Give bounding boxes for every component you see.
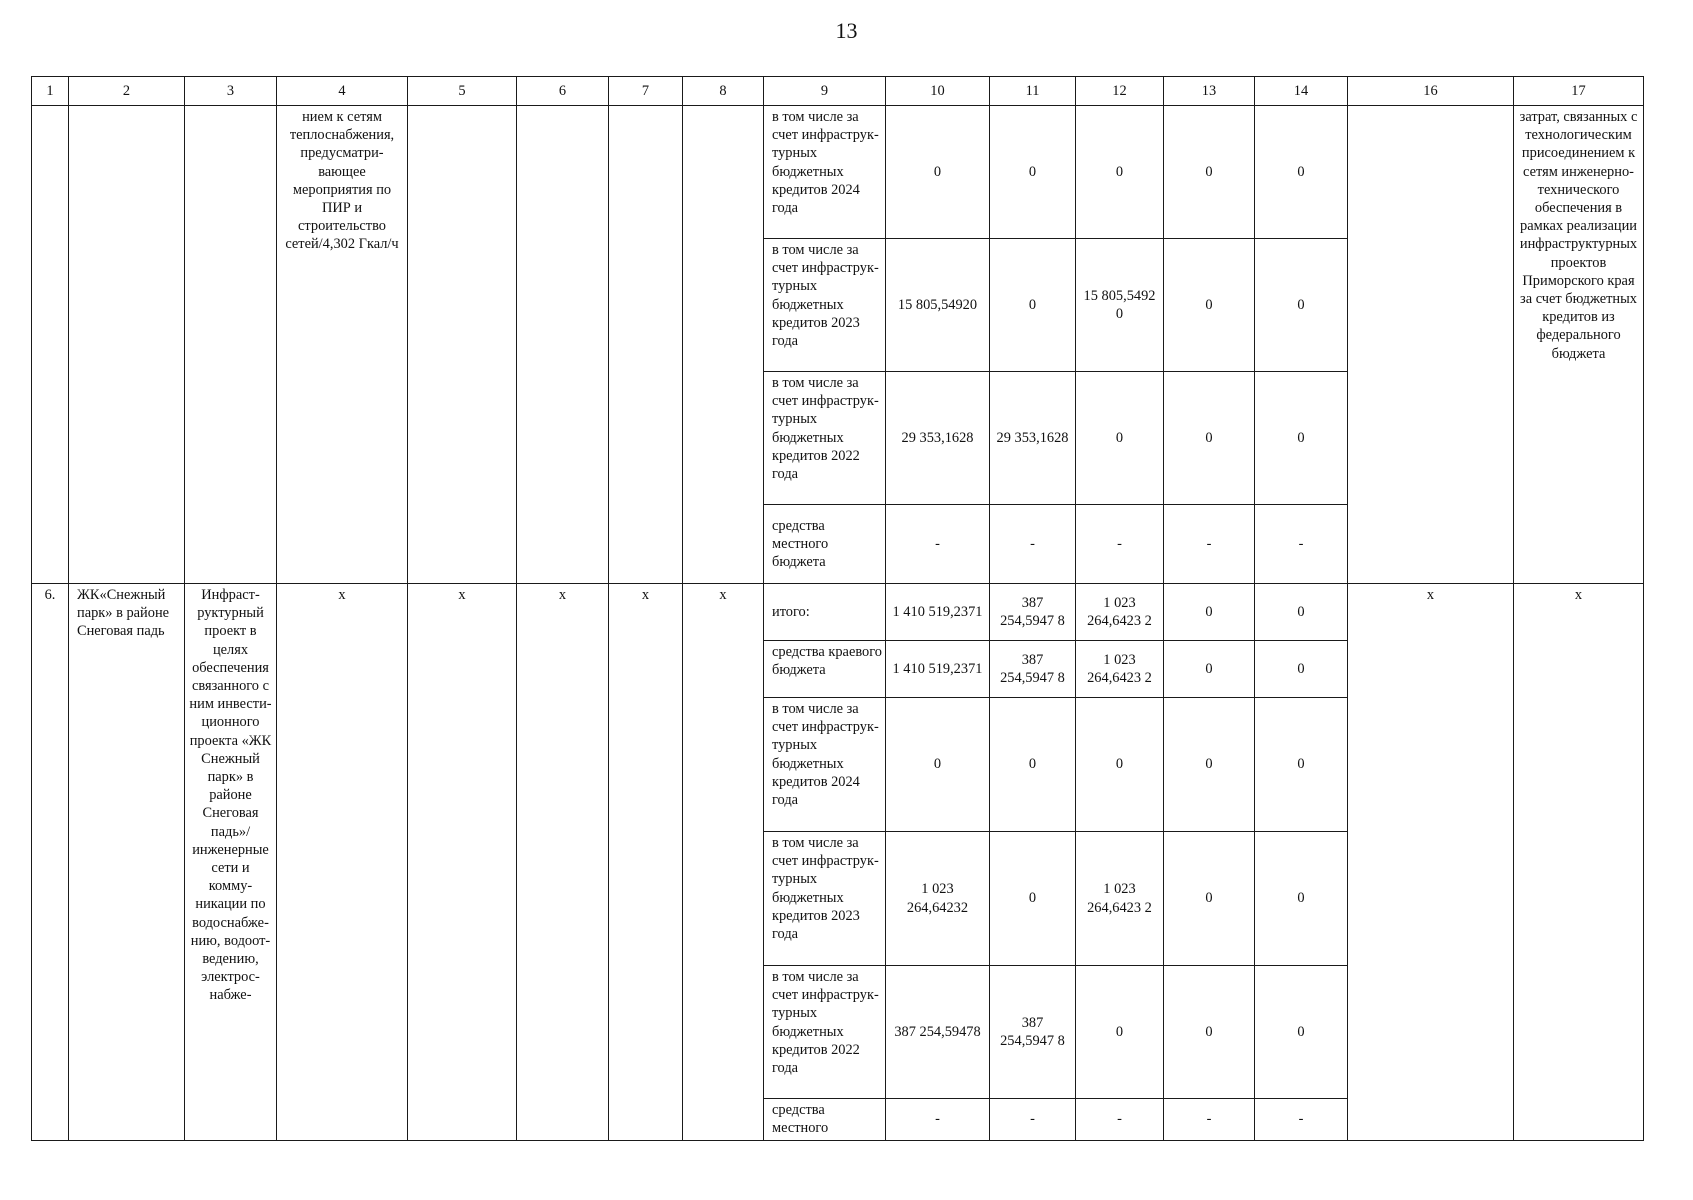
x-mark: x [1348, 584, 1514, 1141]
x-mark: x [683, 584, 764, 1141]
amount-cell: 29 353,1628 [990, 372, 1076, 505]
amount-cell: 15 805,54920 [886, 239, 990, 372]
amount-cell: 0 [990, 832, 1076, 966]
empty-cell [609, 106, 683, 584]
amount-cell: 0 [1164, 698, 1255, 832]
amount-cell: 0 [1164, 584, 1255, 641]
column-number: 3 [185, 77, 277, 106]
object-description-continued: нием к сетям теплоснабжения, предусматривающее мероприятия по ПИР и строительство сетей/4,302 Гкал/ч [277, 106, 408, 584]
column-number: 12 [1076, 77, 1164, 106]
funding-source-label: в том числе за счет инфраструктурных бюджетных кредитов 2023 года [764, 832, 886, 966]
amount-cell: - [1255, 1099, 1348, 1141]
amount-cell: - [1076, 505, 1164, 584]
column-number: 8 [683, 77, 764, 106]
budget-table [31, 76, 1644, 1141]
column-number: 14 [1255, 77, 1348, 106]
amount-cell: 0 [1255, 584, 1348, 641]
funding-source-label: итого: [764, 584, 886, 641]
empty-cell [517, 106, 609, 584]
amount-cell: 1 023 264,6423 2 [1076, 641, 1164, 698]
page-number: 13 [835, 18, 858, 43]
funding-source-label: в том числе за счет инфраструктурных бюджетных кредитов 2022 года [764, 372, 886, 505]
column-number: 11 [990, 77, 1076, 106]
amount-cell: 0 [1076, 698, 1164, 832]
amount-cell: 1 023 264,64232 [886, 832, 990, 966]
amount-cell: 0 [886, 106, 990, 239]
funding-source-label: в том числе за счет инфраструктурных бюджетных кредитов 2023 года [764, 239, 886, 372]
table-row [32, 106, 1644, 239]
empty-cell [185, 106, 277, 584]
amount-cell: 0 [990, 106, 1076, 239]
amount-cell: 387 254,5947 8 [990, 584, 1076, 641]
column-number: 6 [517, 77, 609, 106]
object-name: ЖК«Снежный парк» в районе Снеговая падь [69, 584, 185, 1141]
item-number: 6. [32, 584, 69, 1141]
amount-cell: 0 [1255, 641, 1348, 698]
funding-source-label: средства местного бюджета [764, 505, 886, 584]
amount-cell: 0 [1164, 239, 1255, 372]
amount-cell: 0 [1164, 832, 1255, 966]
x-mark: x [1514, 584, 1644, 1141]
column-number: 2 [69, 77, 185, 106]
column-number: 17 [1514, 77, 1644, 106]
amount-cell: 0 [1076, 372, 1164, 505]
column-number: 16 [1348, 77, 1514, 106]
funding-source-label: средства краевого бюджета [764, 641, 886, 698]
amount-cell: 0 [1164, 106, 1255, 239]
empty-cell [69, 106, 185, 584]
funding-source-label: в том числе за счет инфраструктурных бюджетных кредитов 2022 года [764, 966, 886, 1099]
column-number-row [32, 77, 1644, 106]
column-number: 10 [886, 77, 990, 106]
amount-cell: 0 [1255, 698, 1348, 832]
table-row [32, 584, 1644, 641]
empty-cell [1348, 106, 1514, 584]
amount-cell: 0 [1076, 966, 1164, 1099]
x-mark: x [517, 584, 609, 1141]
funding-source-label: средства местного [764, 1099, 886, 1141]
column-number: 4 [277, 77, 408, 106]
funding-source-label: в том числе за счет инфраструктурных бюджетных кредитов 2024 года [764, 106, 886, 239]
amount-cell: 0 [1255, 832, 1348, 966]
amount-cell: 0 [1255, 239, 1348, 372]
column-number: 9 [764, 77, 886, 106]
amount-cell: - [886, 1099, 990, 1141]
amount-cell: 0 [990, 698, 1076, 832]
amount-cell: 0 [886, 698, 990, 832]
amount-cell: 1 023 264,6423 2 [1076, 584, 1164, 641]
amount-cell: - [990, 1099, 1076, 1141]
empty-cell [683, 106, 764, 584]
note-continued: затрат, связанных с технологическим присоединением к сетям инженерно-технического обеспечения в рамках реализации инфраструктурных проектов Приморского края за счет бюджетных кредитов из федерального бюджета [1514, 106, 1644, 584]
amount-cell: 0 [1164, 966, 1255, 1099]
funding-source-label: в том числе за счет инфраструктурных бюджетных кредитов 2024 года [764, 698, 886, 832]
amount-cell: - [1164, 1099, 1255, 1141]
amount-cell: 1 023 264,6423 2 [1076, 832, 1164, 966]
amount-cell: 1 410 519,2371 [886, 641, 990, 698]
x-mark: x [408, 584, 517, 1141]
amount-cell: 15 805,5492 0 [1076, 239, 1164, 372]
x-mark: x [609, 584, 683, 1141]
column-number: 13 [1164, 77, 1255, 106]
amount-cell: 387 254,5947 8 [990, 966, 1076, 1099]
amount-cell: - [1076, 1099, 1164, 1141]
amount-cell: - [886, 505, 990, 584]
amount-cell: - [1164, 505, 1255, 584]
amount-cell: - [1255, 505, 1348, 584]
column-number: 5 [408, 77, 517, 106]
empty-cell [408, 106, 517, 584]
column-number: 7 [609, 77, 683, 106]
column-number: 1 [32, 77, 69, 106]
amount-cell: 387 254,59478 [886, 966, 990, 1099]
amount-cell: 0 [1164, 372, 1255, 505]
empty-cell [32, 106, 69, 584]
amount-cell: 0 [1255, 106, 1348, 239]
amount-cell: 0 [1164, 641, 1255, 698]
amount-cell: 1 410 519,2371 [886, 584, 990, 641]
amount-cell: 387 254,5947 8 [990, 641, 1076, 698]
amount-cell: - [990, 505, 1076, 584]
amount-cell: 0 [990, 239, 1076, 372]
x-mark: x [277, 584, 408, 1141]
amount-cell: 0 [1255, 966, 1348, 1099]
object-description: Инфраструктурный проект в целях обеспечения связанного с ним инвестиционного проекта «ЖК Снежный парк» в районе Снеговая падь»/ инженерные сети и коммуникации по водоснабжению, водоотведению, электроснабже- [185, 584, 277, 1141]
amount-cell: 29 353,1628 [886, 372, 990, 505]
amount-cell: 0 [1076, 106, 1164, 239]
amount-cell: 0 [1255, 372, 1348, 505]
